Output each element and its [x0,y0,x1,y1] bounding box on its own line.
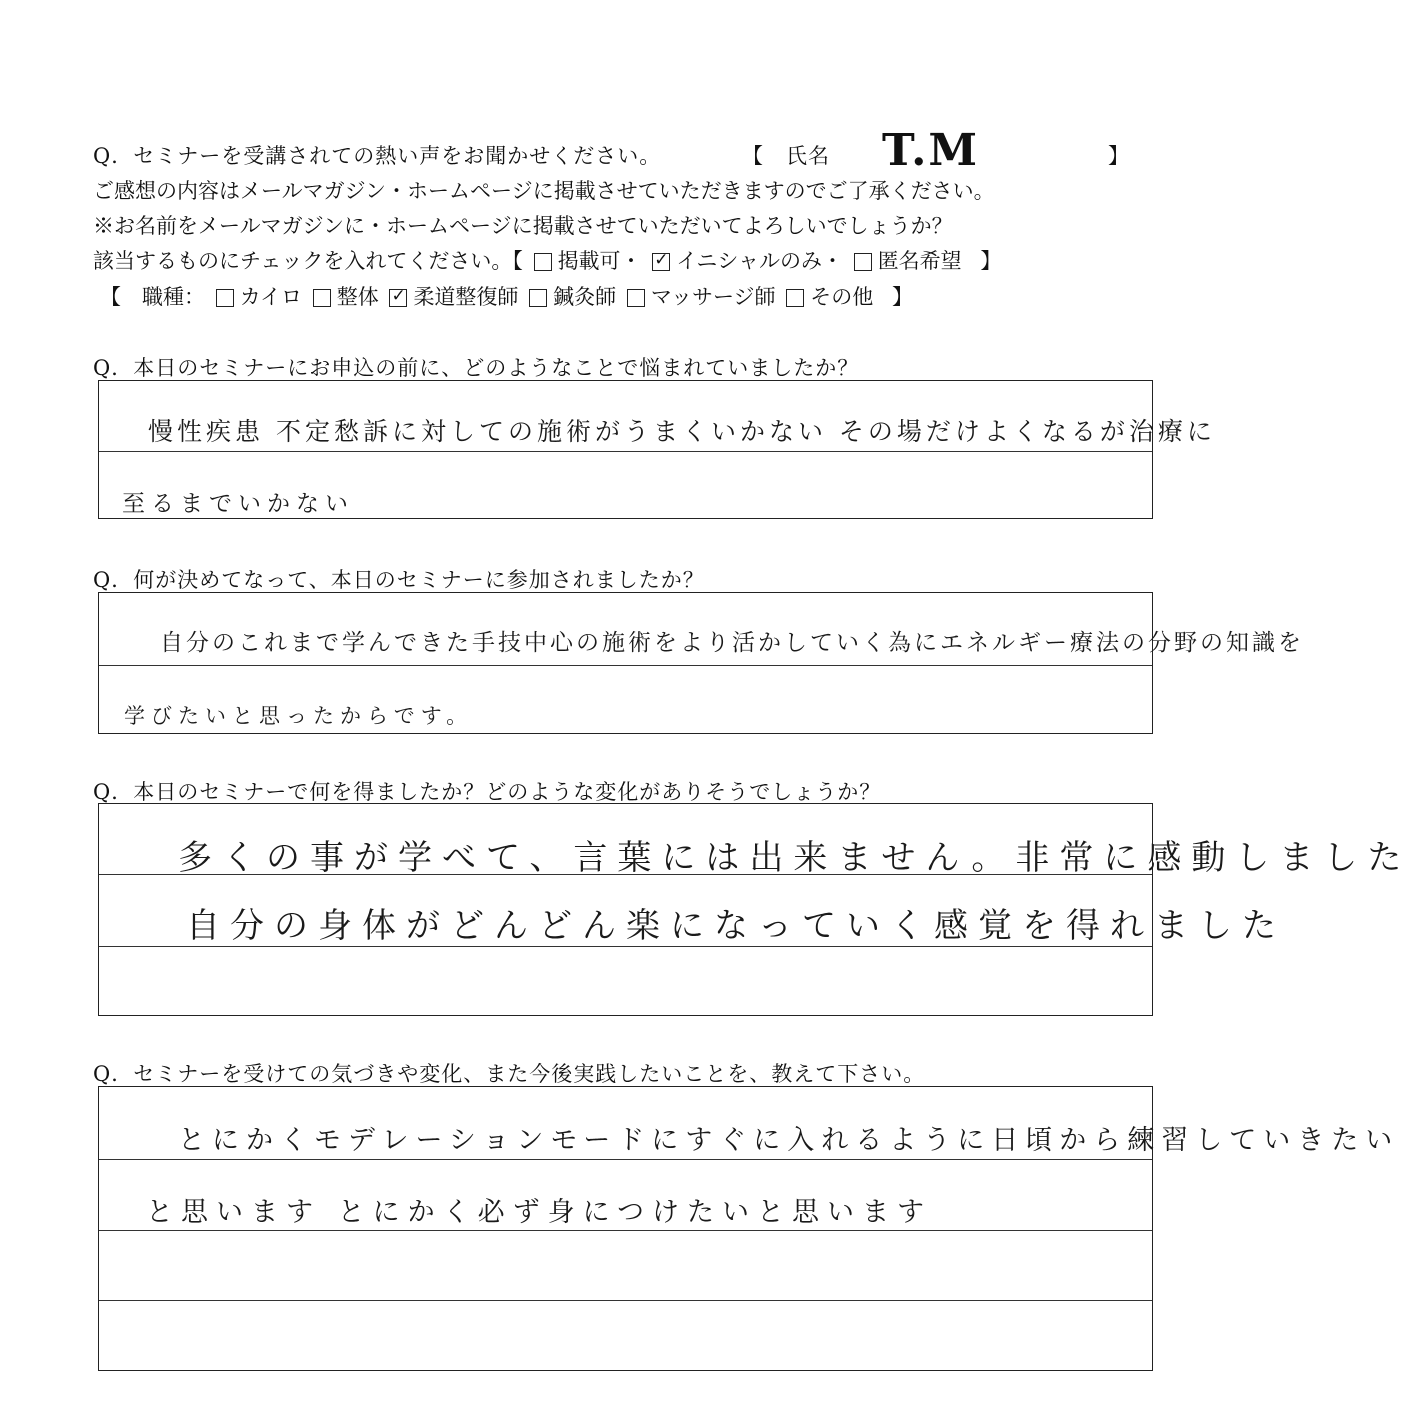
answer-3-line-1: 多くの事が学べて、言葉には出来ません。非常に感動しました [178,838,1411,878]
occupation-label-massage: マッサージ師 [650,285,776,309]
answer-2-line-2: 学びたいと思ったからです。 [124,704,474,728]
answer-4-line-1: とにかくモデレーションモードにすぐに入れるように日頃から練習していきたい [178,1125,1400,1156]
answer-4-line-2: と思います とにかく必ず身につけたいと思います [146,1197,933,1228]
occupation-checkbox-seitai[interactable] [313,289,331,307]
check-prompt: 該当するものにチェックを入れてください。【 [93,249,523,273]
occupation-checkbox-judo[interactable] [389,289,407,307]
answer-3-line-2: 自分の身体がどんどん楽になっていく感覚を得れました [186,906,1286,946]
answer-rule [99,1159,1152,1160]
header-prompt: Q．セミナーを受講されての熱い声をお聞かせください。 [93,144,662,168]
occupation-row [100,281,913,311]
occupation-prefix: 【 職種： [100,285,205,309]
occupation-label-other: その他 [810,285,874,309]
name-close: 】 [1108,144,1130,168]
answer-1-line-2: 至るまでいかない [122,491,354,517]
name-value: T.M [882,125,980,176]
answer-rule [99,1300,1152,1301]
consent-label-publish: 掲載可・ [557,249,642,273]
question-3: Q．本日のセミナーで何を得ましたか？どのような変化がありそうでしょうか？ [93,780,882,804]
occupation-checkbox-massage[interactable] [627,289,645,307]
consent-checkbox-initials[interactable] [652,253,670,271]
occupation-checkbox-acupuncture[interactable] [529,289,547,307]
answer-2-line-1: 自分のこれまで学んできた手技中心の施術をより活かしていく為にエネルギー療法の分野の知識を [160,630,1304,656]
occupation-label-judo: 柔道整復師 [413,285,519,309]
occupation-label-acupuncture: 鍼灸師 [553,285,617,309]
answer-rule [99,451,1152,452]
consent-question: ※お名前をメールマガジンに・ホームページに掲載させていただいてよろしいでしょうか？ [93,214,953,238]
question-4: Q．セミナーを受けての気づきや変化、また今後実践したいことを、教えて下さい。 [93,1062,926,1086]
answer-rule [99,1230,1152,1231]
occupation-label-seitai: 整体 [336,285,379,309]
name-label: 【 氏名 [742,144,830,168]
consent-checkbox-publish[interactable] [534,253,552,271]
occupation-checkbox-other[interactable] [786,289,804,307]
question-1: Q．本日のセミナーにお申込の前に、どのようなことで悩まれていましたか？ [93,356,860,380]
occupation-label-chiro: カイロ [239,285,303,309]
answer-1-line-1: 慢性疾患 不定愁訴に対しての施術がうまくいかない その場だけよくなるが治療に [148,417,1216,446]
consent-row [93,245,1001,275]
consent-label-anonymous: 匿名希望 [877,249,962,273]
consent-checkbox-anonymous[interactable] [854,253,872,271]
question-2: Q．何が決めてなって、本日のセミナーに参加されましたか？ [93,568,705,592]
answer-rule [99,665,1152,666]
publication-notice: ご感想の内容はメールマガジン・ホームページに掲載させていただきますのでご了承ください。 [93,179,995,203]
occupation-close: 】 [891,285,913,309]
consent-close: 】 [980,249,1002,273]
occupation-checkbox-chiro[interactable] [216,289,234,307]
consent-label-initials: イニシャルのみ・ [676,249,843,273]
